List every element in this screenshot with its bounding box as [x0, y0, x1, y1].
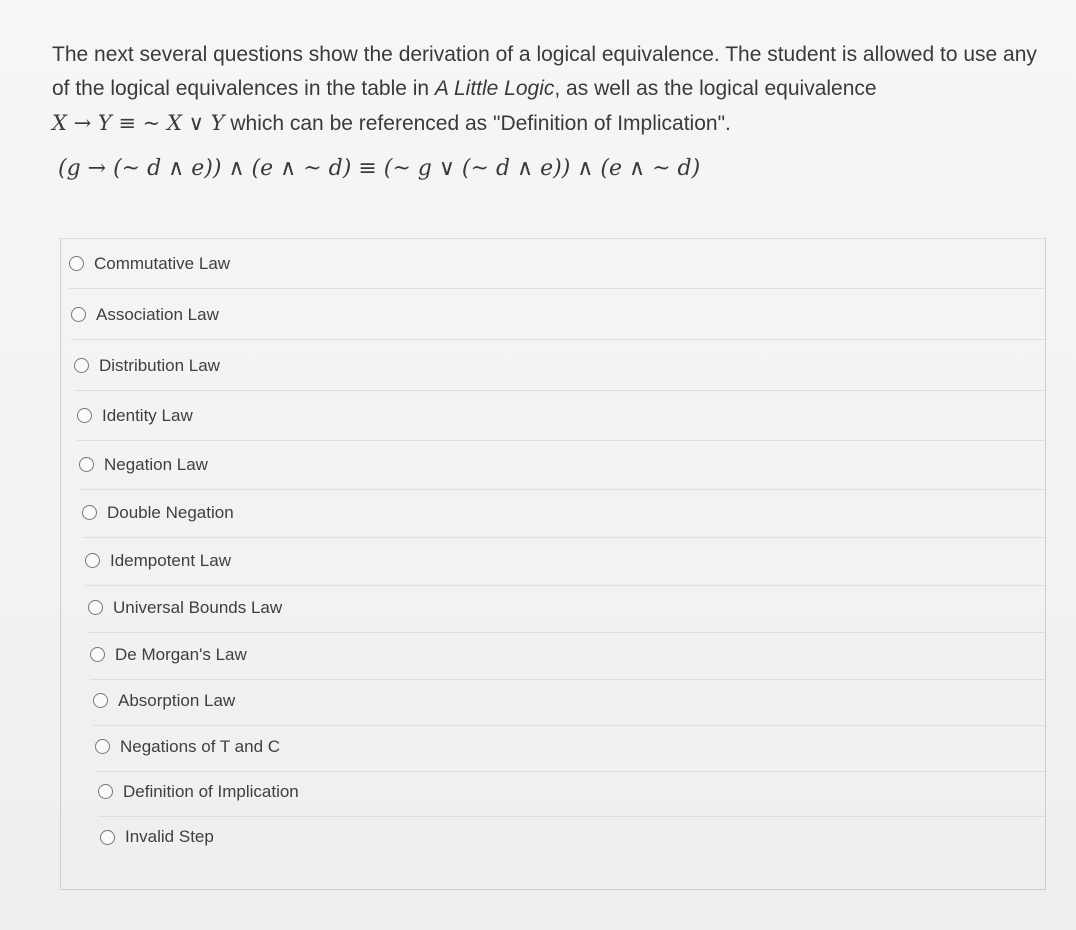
choice-label: Definition of Implication	[123, 781, 299, 801]
choice-label: Universal Bounds Law	[113, 597, 283, 617]
radio-button[interactable]	[98, 784, 113, 799]
choice-label: Commutative Law	[94, 253, 231, 273]
choice-idempotent-law[interactable]	[85, 536, 1045, 586]
choice-label: Association Law	[96, 304, 219, 324]
implication-definition-formula: X → Y ≡ ~ X ∨ Y	[52, 111, 225, 135]
radio-button[interactable]	[79, 457, 94, 472]
radio-button[interactable]	[85, 553, 100, 568]
choice-invalid-step[interactable]	[100, 812, 1045, 862]
question-line-3-text: which can be referenced as "Definition of Implication".	[224, 112, 731, 135]
choice-label: Distribution Law	[99, 355, 220, 375]
radio-button[interactable]	[71, 307, 86, 322]
derivation-step-formula: (g → (~ d ∧ e)) ∧ (e ∧ ~ d) ≡ (~ g ∨ (~ d ∧ e)) ∧ (e ∧ ~ d)	[58, 156, 701, 181]
radio-button[interactable]	[100, 830, 115, 845]
radio-button[interactable]	[88, 600, 103, 615]
answer-choices	[60, 238, 1046, 890]
choice-label: Idempotent Law	[110, 550, 231, 570]
choice-identity-law[interactable]	[77, 391, 1045, 441]
choice-double-negation[interactable]	[82, 488, 1045, 538]
question-line-2-end: , as well as the logical equivalence	[554, 77, 877, 100]
choice-distribution-law[interactable]	[74, 341, 1045, 391]
choice-absorption-law[interactable]	[93, 676, 1045, 726]
choice-universal-bounds-law[interactable]	[88, 583, 1045, 633]
choice-label: Invalid Step	[125, 827, 214, 846]
radio-button[interactable]	[95, 739, 110, 754]
choice-label: Negation Law	[104, 454, 208, 474]
book-title: A Little Logic	[434, 77, 555, 100]
question-line-1: The next several questions show the derivation of a logical equivalence. The student is allowed to use any	[52, 43, 1037, 66]
question-line-3	[52, 106, 1062, 141]
choice-de-morgans-law[interactable]	[90, 630, 1045, 680]
choice-label: De Morgan's Law	[115, 644, 247, 664]
radio-button[interactable]	[93, 693, 108, 708]
radio-button[interactable]	[82, 505, 97, 520]
choice-label: Identity Law	[102, 405, 193, 425]
question-text	[52, 38, 1062, 141]
choice-association-law[interactable]	[71, 290, 1045, 340]
radio-button[interactable]	[77, 408, 92, 423]
choice-commutative-law[interactable]	[69, 239, 1045, 289]
question-line-2	[52, 72, 1062, 106]
choice-label: Negations of T and C	[120, 736, 281, 756]
choice-label: Absorption Law	[118, 690, 236, 710]
choice-definition-of-implication[interactable]	[98, 767, 1045, 817]
radio-button[interactable]	[74, 358, 89, 373]
choice-negations-of-t-and-c[interactable]	[95, 722, 1045, 772]
question-line-2-start: of the logical equivalences in the table in	[52, 77, 435, 100]
choice-negation-law[interactable]	[79, 440, 1045, 490]
choice-label: Double Negation	[107, 502, 234, 522]
radio-button[interactable]	[69, 256, 84, 271]
radio-button[interactable]	[90, 647, 105, 662]
